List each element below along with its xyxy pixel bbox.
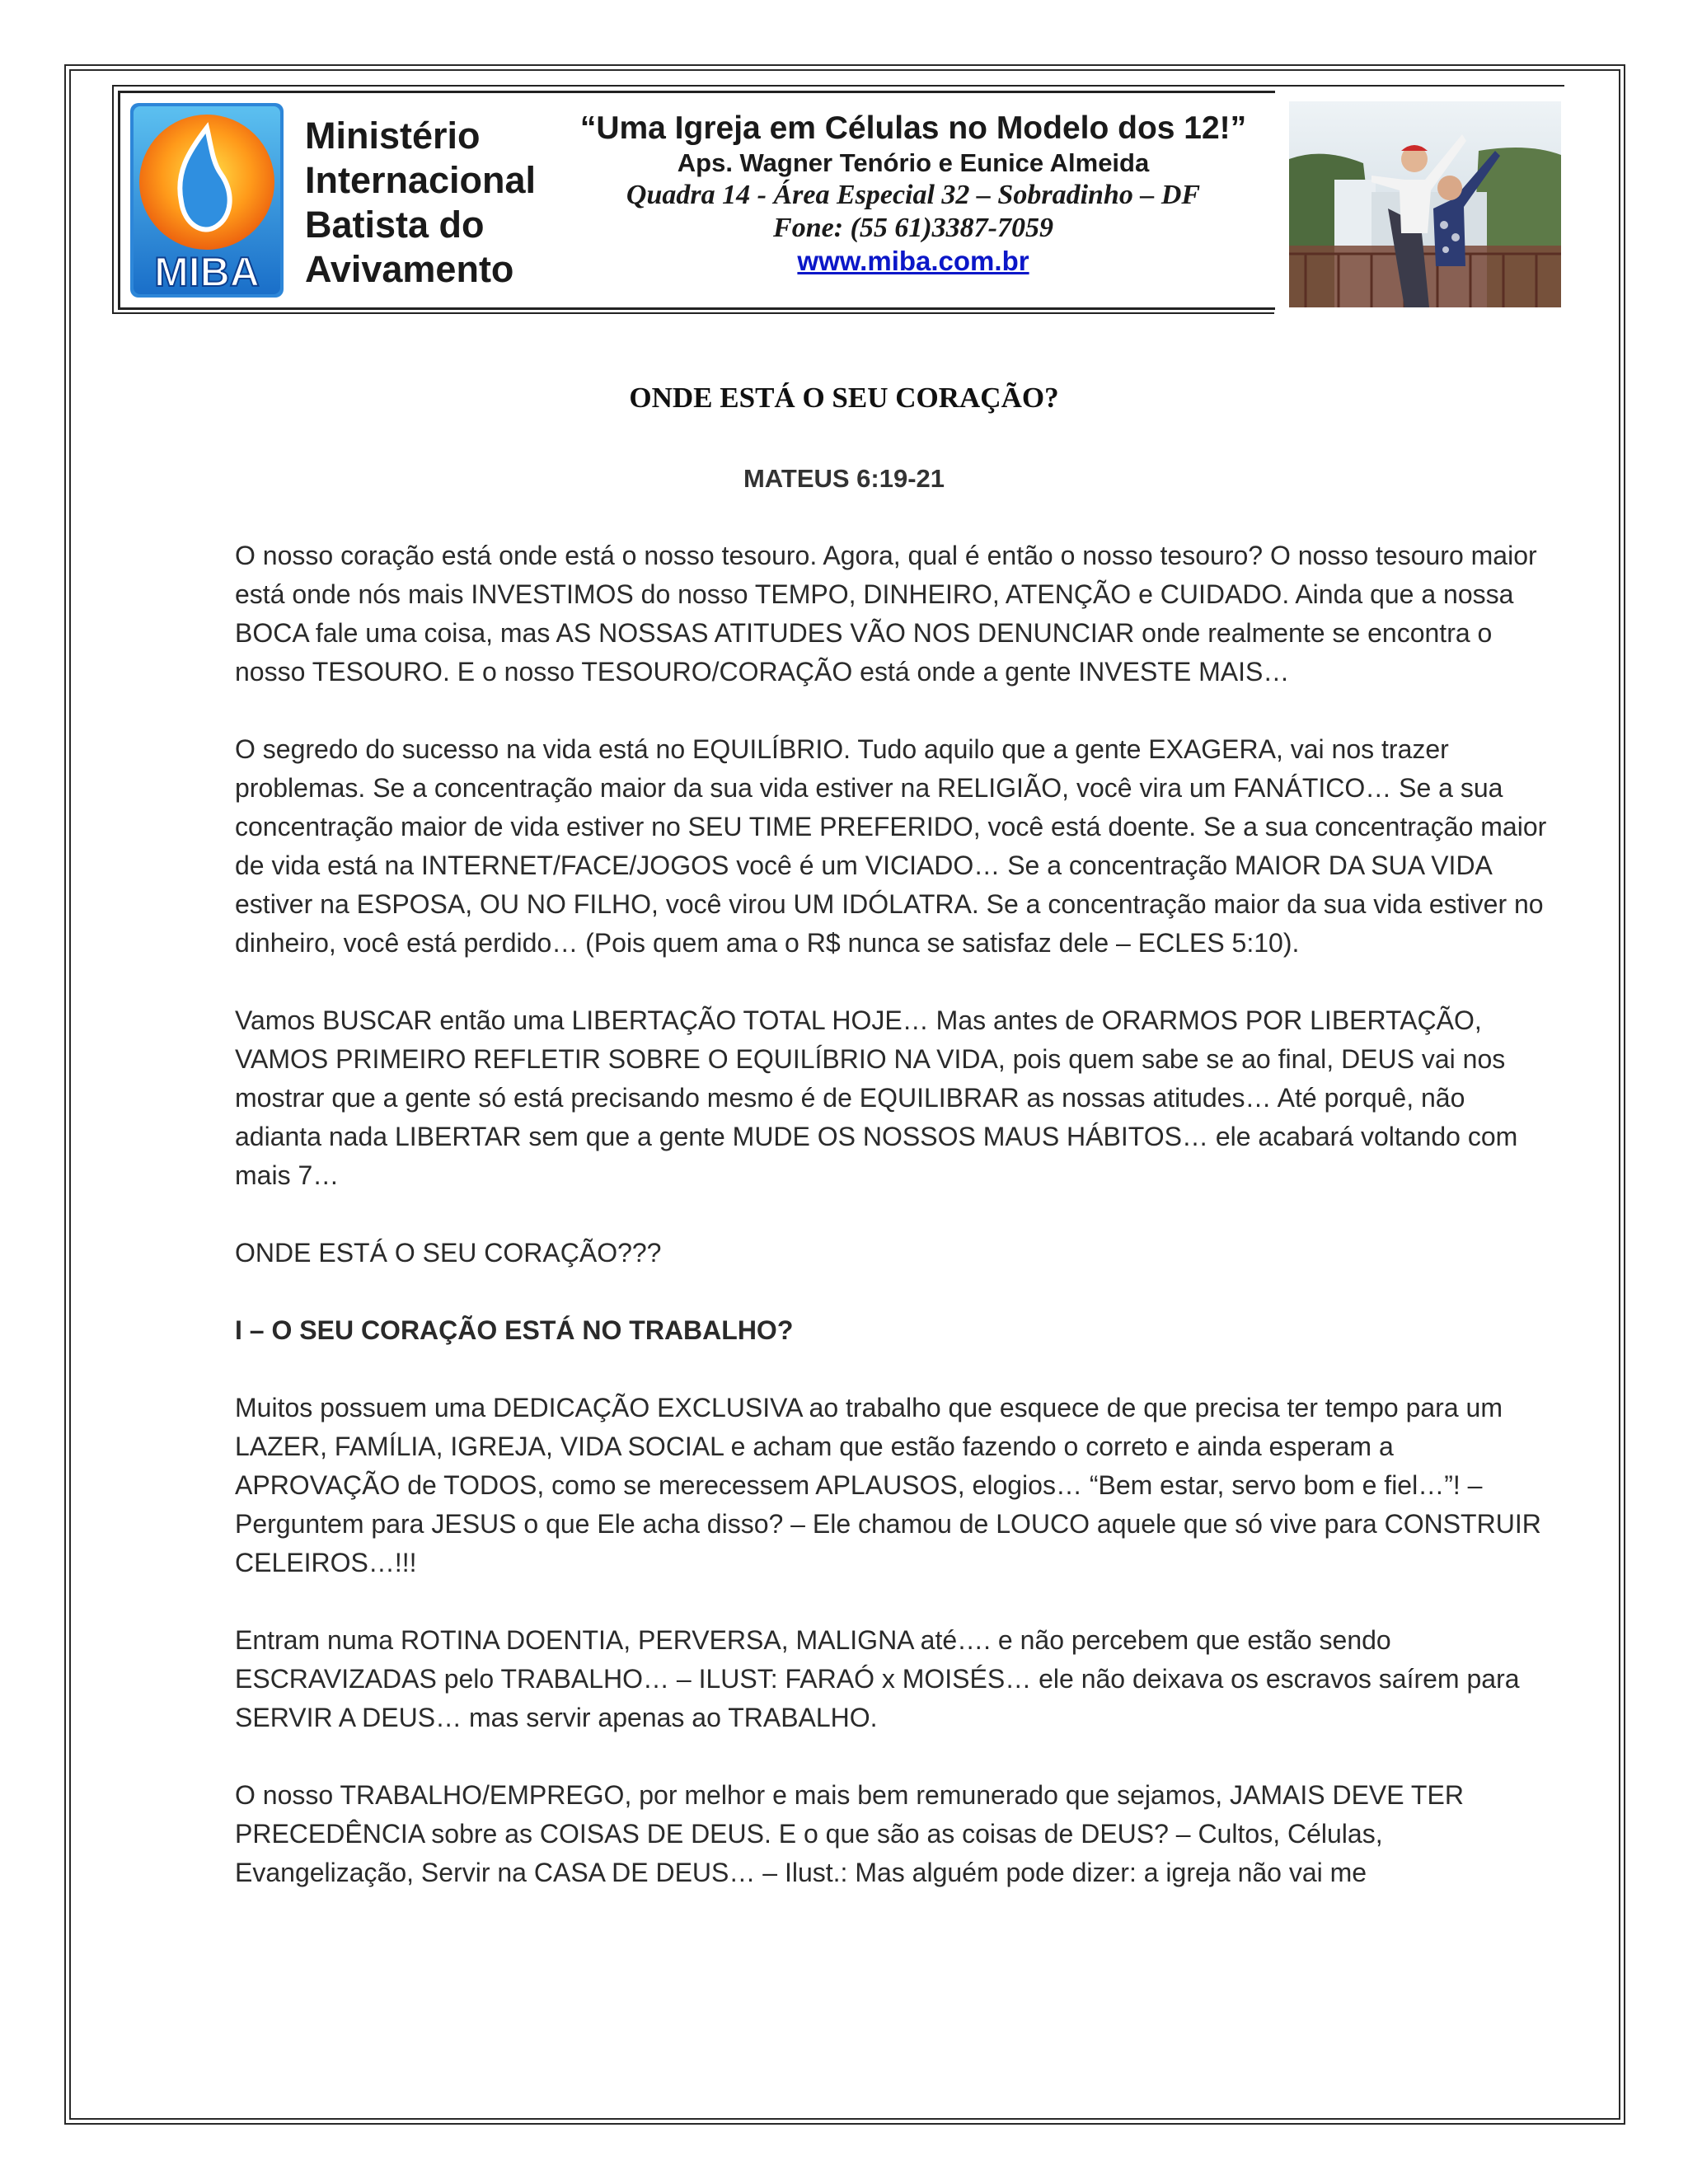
org-name-line: Internacional bbox=[305, 159, 537, 201]
pastors-names: Aps. Wagner Tenório e Eunice Almeida bbox=[677, 148, 1150, 177]
document-body bbox=[235, 537, 1554, 1931]
miba-logo bbox=[130, 103, 284, 298]
paragraph: ONDE ESTÁ O SEU CORAÇÃO??? bbox=[235, 1238, 662, 1268]
org-name-line: Avivamento bbox=[305, 248, 514, 290]
letterhead-info bbox=[574, 110, 1253, 278]
paragraph: Entram numa ROTINA DOENTIA, PERVERSA, MALIGNA até…. e não percebem que estão sendo ESCRAVIZADAS pelo TRABALHO… – ILUST: FARAÓ x MOISÉS… ele não deixava os escravos saírem para SERVIR A DEUS… mas servir apenas ao TRABALHO. bbox=[235, 1625, 1520, 1732]
letterhead bbox=[112, 85, 1564, 316]
phone: Fone: (55 61)3387-7059 bbox=[773, 213, 1053, 243]
paragraph: Muitos possuem uma DEDICAÇÃO EXCLUSIVA ao trabalho que esquece de que precisa ter tempo para um LAZER, FAMÍLIA, IGREJA, VIDA SOCIAL e acham que estão fazendo o correto e ainda esperam a APROVAÇÃO de TODOS, como se merecessem APLAUSOS, elogios… “Bem estar, servo bom e fiel…”! – Perguntem para JESUS o que Ele acha disso? – Ele chamou de LOUCO aquele que só vive para CONSTRUIR CELEIROS…!!! bbox=[235, 1393, 1541, 1577]
website-link[interactable]: www.miba.com.br bbox=[797, 246, 1029, 276]
paragraph: O nosso coração está onde está o nosso tesouro. Agora, qual é então o nosso tesouro? O nosso tesouro maior está onde nós mais INVESTIMOS do nosso TEMPO, DINHEIRO, ATENÇÃO e CUIDADO. Ainda que a nossa BOCA fale uma coisa, mas AS NOSSAS ATITUDES VÃO NOS DENUNCIAR onde realmente se encontra o nosso TESOURO. E o nosso TESOURO/CORAÇÃO está onde a gente INVESTE MAIS… bbox=[235, 541, 1537, 687]
organization-name bbox=[305, 114, 536, 292]
letterhead-top-line bbox=[1273, 85, 1564, 87]
slogan: “Uma Igreja em Células no Modelo dos 12!” bbox=[579, 110, 1247, 146]
paragraph: O segredo do sucesso na vida está no EQUILÍBRIO. Tudo aquilo que a gente EXAGERA, vai nos trazer problemas. Se a concentração maior da sua vida estiver na RELIGIÃO, você vira um FANÁTICO… Se a sua concentração maior de vida estiver no SEU TIME PREFERIDO, você está doente. Se a sua concentração maior de vida está na INTERNET/FACE/JOGOS você é um VICIADO… Se a concentração MAIOR DA SUA VIDA estiver na ESPOSA, OU NO FILHO, você virou UM IDÓLATRA. Se a concentração maior da sua vida estiver no dinheiro, você está perdido… (Pois quem ama o R$ nunca se satisfaz dele – ECLES 5:10). bbox=[235, 734, 1547, 958]
org-name-line: Batista do bbox=[305, 204, 485, 246]
section-heading: I – O SEU CORAÇÃO ESTÁ NO TRABALHO? bbox=[235, 1315, 794, 1345]
scripture-reference: MATEUS 6:19-21 bbox=[743, 464, 945, 493]
address: Quadra 14 - Área Especial 32 – Sobradinho – DF bbox=[626, 180, 1201, 210]
paragraph: O nosso TRABALHO/EMPREGO, por melhor e mais bem remunerado que sejamos, JAMAIS DEVE TER PRECEDÊNCIA sobre as COISAS DE DEUS. E o que são as coisas de DEUS? – Cultos, Células, Evangelização, Servir na CASA DE DEUS… – Ilust.: Mas alguém pode dizer: a igreja não vai me bbox=[235, 1780, 1464, 1887]
paragraph: Vamos BUSCAR então uma LIBERTAÇÃO TOTAL HOJE… Mas antes de ORARMOS POR LIBERTAÇÃO, VAMOS PRIMEIRO REFLETIR SOBRE O EQUILÍBRIO NA VIDA, pois quem sabe se ao final, DEUS vai nos mostrar que a gente só está precisando mesmo é de EQUILIBRAR as nossas atitudes… Até porquê, não adianta nada LIBERTAR sem que a gente MUDE OS NOSSOS MAUS HÁBITOS… ele acabará voltando com mais 7… bbox=[235, 1005, 1518, 1190]
logo-text: MIBA bbox=[154, 249, 260, 295]
pastors-photo bbox=[1289, 101, 1561, 307]
org-name-line: Ministério bbox=[305, 115, 481, 157]
document-title: ONDE ESTÁ O SEU CORAÇÃO? bbox=[629, 382, 1059, 414]
